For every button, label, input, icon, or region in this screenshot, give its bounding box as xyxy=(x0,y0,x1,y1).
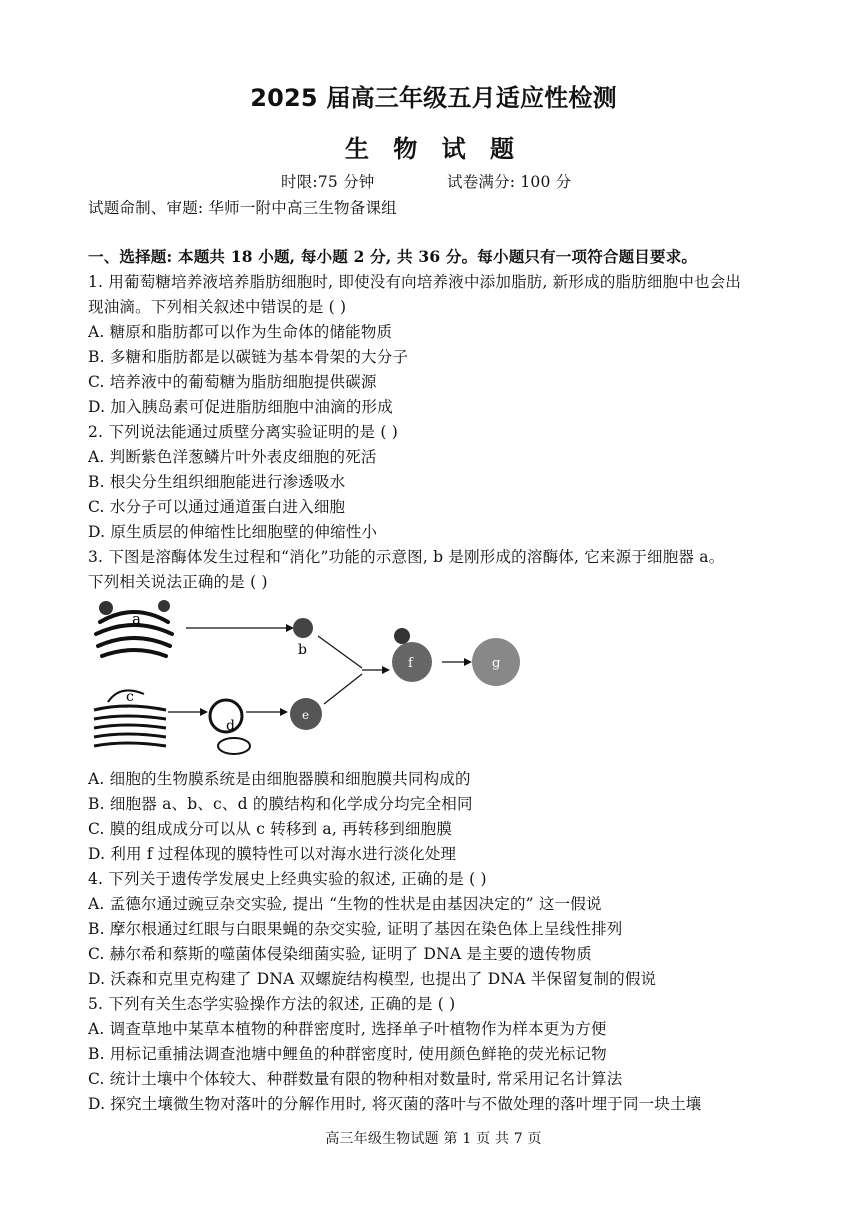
exam-title: 2025 届高三年级五月适应性检测 xyxy=(250,84,617,112)
question-1-option-d: D. 加入胰岛素可促进脂肪细胞中油滴的形成 xyxy=(88,398,393,416)
section-heading: 一、选择题: 本题共 18 小题, 每小题 2 分, 共 36 分。每小题只有一项符合题目要求。 xyxy=(88,247,698,266)
question-4-option-b: B. 摩尔根通过红眼与白眼果蝇的杂交实验, 证明了基因在染色体上呈线性排列 xyxy=(88,920,623,938)
question-4-option-d: D. 沃森和克里克构建了 DNA 双螺旋结构模型, 也提出了 DNA 半保留复制的假说 xyxy=(88,970,657,988)
question-3-option-b: B. 细胞器 a、b、c、d 的膜结构和化学成分均完全相同 xyxy=(88,795,473,813)
authors: 试题命制、审题: 华师一附中高三生物备课组 xyxy=(88,199,397,217)
question-4-option-c: C. 赫尔希和蔡斯的噬菌体侵染细菌实验, 证明了 DNA 是主要的遗传物质 xyxy=(88,945,592,963)
label-g: g xyxy=(492,656,501,671)
full-score: 试卷满分: 100 分 xyxy=(447,173,572,191)
golgi-vesicle xyxy=(158,600,170,612)
label-a: a xyxy=(132,610,141,628)
label-e: e xyxy=(302,708,310,722)
question-1-option-a: A. 糖原和脂肪都可以作为生命体的储能物质 xyxy=(88,323,393,341)
time-limit: 时限:75 分钟 xyxy=(281,173,375,191)
lysosome-b xyxy=(293,618,313,638)
exam-subject: 生 物 试 题 xyxy=(344,135,523,163)
question-3-stem-line1: 3. 下图是溶酶体发生过程和“消化”功能的示意图, b 是刚形成的溶酶体, 它来源于细胞器 a。 xyxy=(88,548,725,566)
label-d: d xyxy=(226,718,235,734)
question-2-option-c: C. 水分子可以通过通道蛋白进入细胞 xyxy=(88,498,346,516)
question-3-option-d: D. 利用 f 过程体现的膜特性可以对海水进行淡化处理 xyxy=(88,845,457,863)
page-footer: 高三年级生物试题 第 1 页 共 7 页 xyxy=(325,1131,542,1147)
question-5-stem: 5. 下列有关生态学实验操作方法的叙述, 正确的是 ( ) xyxy=(88,995,456,1013)
mitochondrion xyxy=(218,738,250,754)
fusing-lysosome xyxy=(394,628,410,644)
question-1-option-c: C. 培养液中的葡萄糖为脂肪细胞提供碳源 xyxy=(88,373,377,391)
question-2-option-d: D. 原生质层的伸缩性比细胞壁的伸缩性小 xyxy=(88,523,378,541)
question-2-option-a: A. 判断紫色洋葱鳞片叶外表皮细胞的死活 xyxy=(88,448,377,466)
question-1-stem-line2: 现油滴。下列相关叙述中错误的是 ( ) xyxy=(88,298,347,316)
question-5-option-c: C. 统计土壤中个体较大、种群数量有限的物种相对数量时, 常采用记名计算法 xyxy=(88,1070,623,1088)
question-3-stem-line2: 下列相关说法正确的是 ( ) xyxy=(88,573,268,591)
lysosome-diagram xyxy=(86,598,536,760)
er-c xyxy=(94,706,166,746)
label-c: c xyxy=(126,689,134,705)
question-5-option-b: B. 用标记重捕法调查池塘中鲤鱼的种群密度时, 使用颜色鲜艳的荧光标记物 xyxy=(88,1045,607,1063)
question-2-stem: 2. 下列说法能通过质壁分离实验证明的是 ( ) xyxy=(88,423,398,441)
question-4-stem: 4. 下列关于遗传学发展史上经典实验的叙述, 正确的是 ( ) xyxy=(88,870,487,888)
question-3-option-c: C. 膜的组成成分可以从 c 转移到 a, 再转移到细胞膜 xyxy=(88,820,453,838)
question-1-option-b: B. 多糖和脂肪都是以碳链为基本骨架的大分子 xyxy=(88,348,409,366)
golgi-vesicle xyxy=(99,601,113,615)
question-3-option-a: A. 细胞的生物膜系统是由细胞器膜和细胞膜共同构成的 xyxy=(88,770,471,788)
question-4-option-a: A. 孟德尔通过豌豆杂交实验, 提出 “生物的性状是由基因决定的” 这一假说 xyxy=(88,895,602,913)
label-b: b xyxy=(298,642,307,658)
question-2-option-b: B. 根尖分生组织细胞能进行渗透吸水 xyxy=(88,473,346,491)
arrow-e-to-f xyxy=(324,674,362,704)
question-5-option-d: D. 探究土壤微生物对落叶的分解作用时, 将灭菌的落叶与不做处理的落叶埋于同一块土壤 xyxy=(88,1095,702,1113)
arrow-b-to-f xyxy=(318,636,362,668)
question-1-stem-line1: 1. 用葡萄糖培养液培养脂肪细胞时, 即使没有向培养液中添加脂肪, 新形成的脂肪细胞中也会出 xyxy=(88,273,742,291)
label-f: f xyxy=(408,656,413,671)
question-5-option-a: A. 调查草地中某草本植物的种群密度时, 选择单子叶植物作为样本更为方便 xyxy=(88,1020,607,1038)
